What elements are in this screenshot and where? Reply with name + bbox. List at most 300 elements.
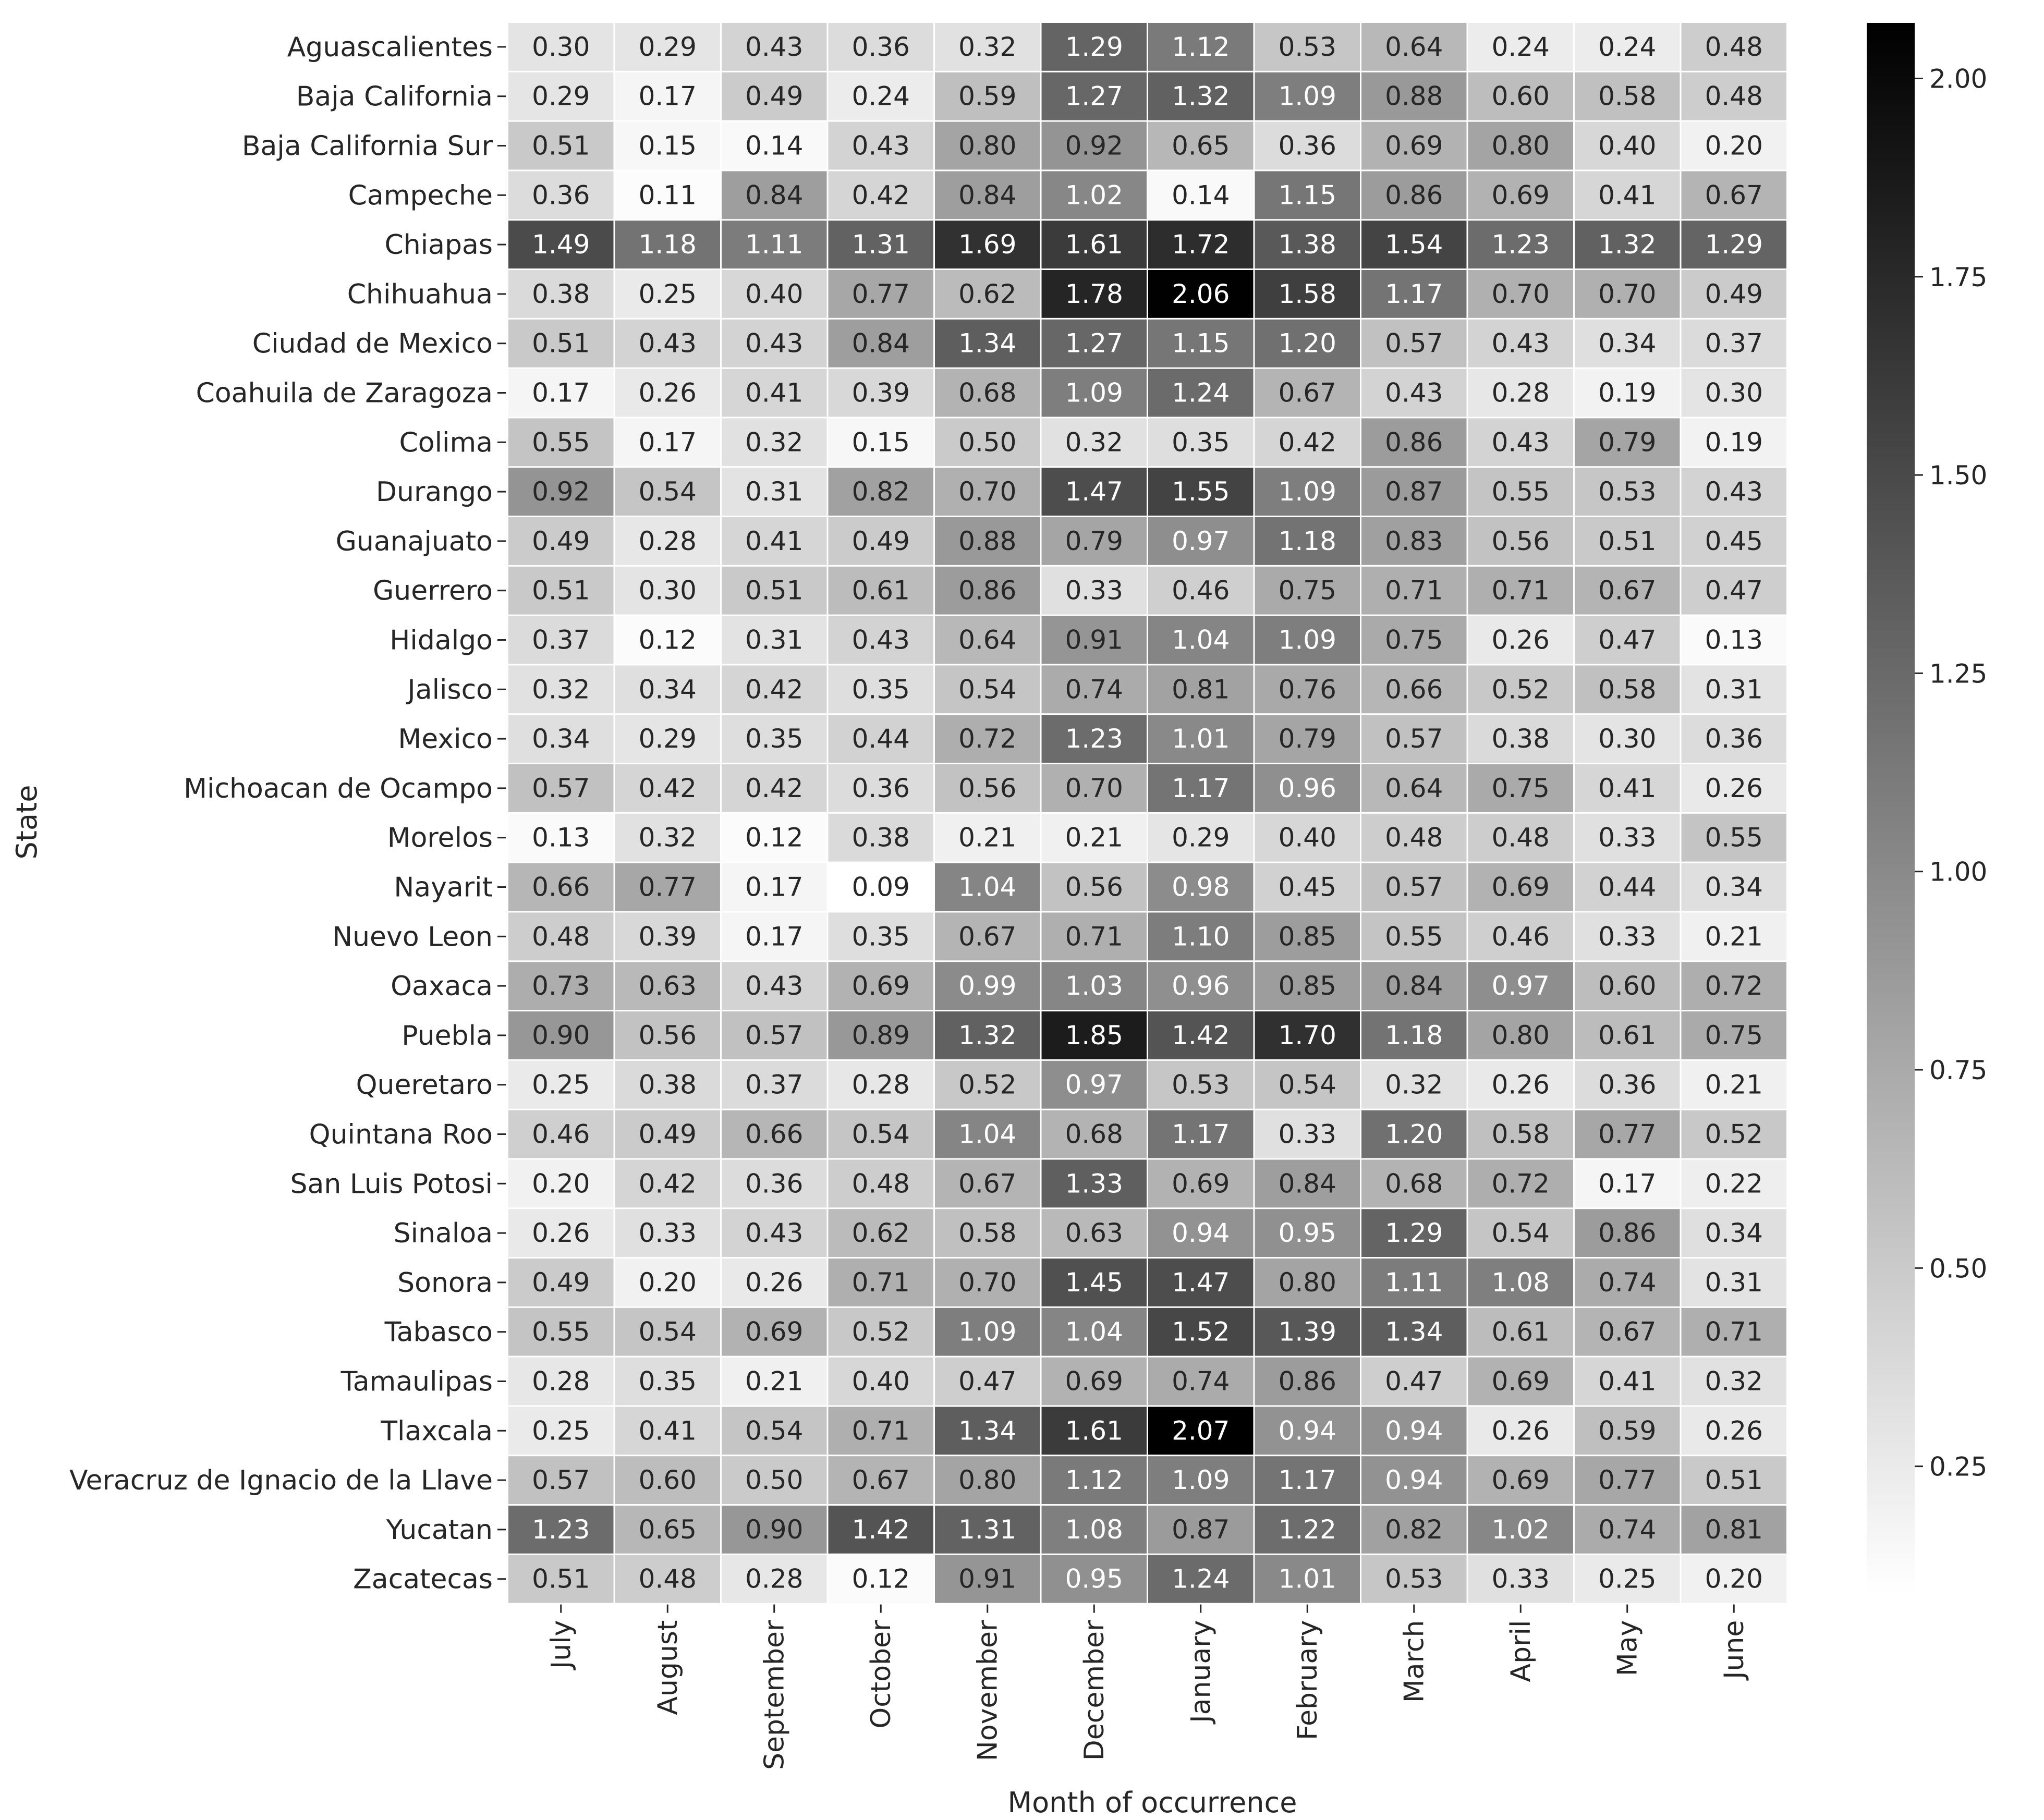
cell-value-label: 1.61 [1065,1415,1123,1446]
cell-value-label: 0.82 [851,477,910,507]
cell-value-label: 1.49 [532,229,590,260]
cell-value-label: 1.04 [1065,1316,1123,1347]
cell-value-label: 0.28 [851,1069,910,1100]
cell-value-label: 0.87 [1172,1514,1230,1545]
cell-value-label: 1.08 [1491,1267,1550,1298]
cell-value-label: 0.29 [532,81,590,112]
cell-value-label: 0.35 [745,724,804,754]
cell-value-label: 0.36 [1705,724,1763,754]
cell-value-label: 0.41 [1598,773,1657,803]
cell-value-label: 0.72 [958,724,1017,754]
cell-value-label: 0.86 [958,575,1017,606]
cell-value-label: 0.60 [1491,81,1550,112]
cell-value-label: 0.57 [745,1020,804,1051]
cell-value-label: 0.61 [1491,1316,1550,1347]
cell-value-label: 0.53 [1598,477,1657,507]
cell-value-label: 0.64 [1385,31,1443,62]
heatmap-cells [508,23,1786,1603]
cell-value-label: 0.86 [1278,1366,1336,1397]
cell-value-label: 0.69 [745,1316,804,1347]
cell-value-label: 0.30 [638,575,697,606]
cell-value-label: 0.15 [851,427,910,458]
cell-value-label: 1.10 [1172,921,1230,952]
colorbar-tick-label: 0.25 [1929,1451,1988,1482]
y-tick-label: Colima [399,427,493,459]
cell-value-label: 0.26 [1705,773,1763,803]
cell-value-label: 1.11 [745,229,804,260]
cell-value-label: 1.34 [1385,1316,1443,1347]
cell-value-label: 1.04 [958,1119,1017,1150]
cell-value-label: 0.86 [1598,1218,1657,1249]
cell-value-label: 0.41 [638,1415,697,1446]
cell-value-label: 0.53 [1385,1564,1443,1594]
cell-value-label: 0.30 [1598,724,1657,754]
cell-value-label: 0.57 [1385,724,1443,754]
y-tick-label: Veracruz de Ignacio de la Llave [69,1465,493,1497]
cell-value-label: 0.95 [1278,1218,1336,1249]
cell-value-label: 0.62 [851,1218,910,1249]
cell-value-label: 0.80 [958,1465,1017,1496]
cell-value-label: 0.45 [1705,526,1763,556]
cell-value-label: 0.52 [851,1316,910,1347]
cell-value-label: 1.22 [1278,1514,1336,1545]
cell-value-label: 0.24 [851,81,910,112]
cell-value-label: 0.26 [1705,1415,1763,1446]
cell-value-label: 0.48 [532,921,590,952]
cell-value-label: 0.45 [1278,872,1336,902]
cell-value-label: 0.42 [1278,427,1336,458]
cell-value-label: 1.47 [1172,1267,1230,1298]
cell-value-label: 0.38 [851,822,910,853]
y-tick-label: Tabasco [384,1316,493,1348]
cell-value-label: 0.58 [1598,81,1657,112]
cell-value-label: 0.71 [1385,575,1443,606]
cell-value-label: 0.47 [1598,625,1657,655]
cell-value-label: 0.51 [1598,526,1657,556]
cell-value-label: 0.70 [1065,773,1123,803]
cell-value-label: 1.29 [1705,229,1763,260]
cell-value-label: 0.77 [1598,1465,1657,1496]
cell-value-label: 0.48 [1705,31,1763,62]
y-tick-label: Campeche [348,180,493,212]
cell-value-label: 1.52 [1172,1316,1230,1347]
cell-value-label: 0.65 [1172,130,1230,161]
cell-value-label: 1.42 [851,1514,910,1545]
cell-value-label: 0.11 [638,180,697,211]
cell-value-label: 0.20 [638,1267,697,1298]
cell-value-label: 1.55 [1172,477,1230,507]
cell-value-label: 0.37 [1705,328,1763,359]
cell-value-label: 0.74 [1598,1514,1657,1545]
cell-value-label: 0.37 [745,1069,804,1100]
cell-value-label: 0.50 [958,427,1017,458]
cell-value-label: 1.17 [1278,1465,1336,1496]
y-tick-label: Aguascalientes [287,31,493,63]
y-tick-label: Nayarit [394,872,493,903]
cell-value-label: 0.33 [1491,1564,1550,1594]
cell-value-label: 0.35 [1172,427,1230,458]
cell-value-label: 1.09 [958,1316,1017,1347]
cell-value-label: 0.57 [532,1465,590,1496]
cell-value-label: 0.32 [1385,1069,1443,1100]
cell-value-label: 0.84 [958,180,1017,211]
cell-value-label: 0.99 [958,971,1017,1001]
cell-value-label: 0.33 [1278,1119,1336,1150]
cell-value-label: 1.17 [1172,773,1230,803]
cell-value-label: 0.62 [958,278,1017,309]
cell-value-label: 1.17 [1172,1119,1230,1150]
cell-value-label: 0.37 [532,625,590,655]
cell-value-label: 0.81 [1172,674,1230,705]
cell-value-label: 0.40 [851,1366,910,1397]
cell-value-label: 0.63 [1065,1218,1123,1249]
cell-value-label: 0.94 [1385,1465,1443,1496]
cell-value-label: 0.41 [745,377,804,408]
cell-value-label: 0.71 [1065,921,1123,952]
cell-value-label: 1.70 [1278,1020,1336,1051]
cell-value-label: 0.40 [745,278,804,309]
cell-value-label: 0.56 [958,773,1017,803]
cell-value-label: 1.20 [1278,328,1336,359]
cell-value-label: 0.21 [745,1366,804,1397]
cell-value-label: 0.13 [532,822,590,853]
cell-value-label: 0.38 [638,1069,697,1100]
cell-value-label: 0.42 [745,674,804,705]
cell-value-label: 1.08 [1065,1514,1123,1545]
y-tick-label: Guerrero [373,575,493,607]
cell-value-label: 0.75 [1278,575,1336,606]
cell-value-label: 0.28 [638,526,697,556]
cell-value-label: 1.20 [1385,1119,1443,1150]
cell-value-label: 1.27 [1065,328,1123,359]
cell-value-label: 0.55 [1385,921,1443,952]
cell-value-label: 0.69 [1385,130,1443,161]
cell-value-label: 0.84 [745,180,804,211]
cell-value-label: 0.31 [1705,1267,1763,1298]
cell-value-label: 0.53 [1172,1069,1230,1100]
y-tick-labels [69,32,506,1595]
cell-value-label: 0.26 [638,377,697,408]
cell-value-label: 0.13 [1705,625,1763,655]
cell-value-label: 0.20 [1705,1564,1763,1594]
colorbar-gradient [1867,23,1915,1593]
cell-value-label: 1.18 [1278,526,1336,556]
y-tick-label: Yucatan [386,1514,493,1546]
cell-value-label: 1.45 [1065,1267,1123,1298]
cell-value-label: 0.26 [1491,1415,1550,1446]
cell-value-label: 0.74 [1598,1267,1657,1298]
cell-value-label: 0.65 [638,1514,697,1545]
cell-value-label: 0.96 [1278,773,1336,803]
cell-value-label: 0.77 [1598,1119,1657,1150]
cell-value-label: 0.36 [745,1168,804,1199]
cell-value-label: 0.43 [851,625,910,655]
cell-value-label: 1.12 [1065,1465,1123,1496]
colorbar-ticks [1915,64,1987,1482]
cell-value-label: 0.36 [1278,130,1336,161]
cell-value-label: 0.89 [851,1020,910,1051]
cell-value-label: 0.54 [1278,1069,1336,1100]
cell-value-label: 0.36 [532,180,590,211]
cell-value-label: 0.79 [1065,526,1123,556]
y-tick-label: Guanajuato [335,526,493,557]
cell-value-label: 0.86 [1385,427,1443,458]
cell-value-label: 0.50 [745,1465,804,1496]
cell-value-label: 0.31 [745,625,804,655]
cell-value-label: 0.55 [532,427,590,458]
cell-value-label: 0.67 [1598,575,1657,606]
cell-value-label: 0.38 [532,278,590,309]
cell-value-label: 0.43 [1491,328,1550,359]
cell-value-label: 1.29 [1385,1218,1443,1249]
cell-value-label: 0.21 [1705,921,1763,952]
cell-value-label: 0.54 [851,1119,910,1150]
cell-value-label: 0.46 [1172,575,1230,606]
cell-value-label: 1.23 [1065,724,1123,754]
cell-value-label: 1.11 [1385,1267,1443,1298]
cell-value-label: 0.46 [1491,921,1550,952]
y-tick-label: Baja California [296,81,493,113]
x-tick-label: May [1612,1620,1644,1677]
cell-value-label: 1.23 [532,1514,590,1545]
cell-value-label: 1.27 [1065,81,1123,112]
cell-value-label: 0.47 [1385,1366,1443,1397]
cell-value-label: 0.68 [1385,1168,1443,1199]
cell-value-label: 0.21 [1065,822,1123,853]
cell-value-label: 0.92 [532,477,590,507]
cell-value-label: 1.85 [1065,1020,1123,1051]
cell-value-label: 0.70 [1491,278,1550,309]
cell-value-label: 0.84 [1385,971,1443,1001]
cell-value-label: 1.04 [1172,625,1230,655]
cell-value-label: 0.28 [745,1564,804,1594]
cell-value-label: 0.83 [1385,526,1443,556]
cell-value-label: 0.17 [532,377,590,408]
cell-value-label: 1.54 [1385,229,1443,260]
cell-value-label: 0.92 [1065,130,1123,161]
cell-value-label: 0.26 [1491,625,1550,655]
x-tick-label: August [652,1620,684,1715]
cell-value-label: 0.63 [638,971,697,1001]
cell-value-label: 0.77 [851,278,910,309]
cell-value-label: 0.26 [745,1267,804,1298]
cell-value-label: 0.35 [851,674,910,705]
y-axis-label: State [10,785,43,860]
cell-value-label: 0.51 [1705,1465,1763,1496]
cell-value-label: 1.42 [1172,1020,1230,1051]
cell-value-label: 0.90 [745,1514,804,1545]
y-tick-label: Tlaxcala [381,1415,493,1447]
cell-value-label: 0.43 [1385,377,1443,408]
x-tick-label: April [1505,1620,1537,1682]
cell-value-label: 1.03 [1065,971,1123,1001]
cell-value-label: 1.02 [1491,1514,1550,1545]
cell-value-label: 0.67 [851,1465,910,1496]
cell-value-label: 0.85 [1278,921,1336,952]
y-tick-label: Nuevo Leon [332,921,493,953]
cell-value-label: 0.75 [1385,625,1443,655]
cell-value-label: 0.64 [958,625,1017,655]
y-tick-label: Baja California Sur [241,130,493,162]
cell-value-label: 0.29 [638,724,697,754]
cell-value-label: 0.55 [1491,477,1550,507]
cell-value-label: 0.97 [1065,1069,1123,1100]
cell-value-label: 1.34 [958,328,1017,359]
cell-value-label: 1.61 [1065,229,1123,260]
cell-value-label: 0.49 [638,1119,697,1150]
cell-value-label: 0.69 [1491,1366,1550,1397]
cell-value-label: 0.24 [1598,31,1657,62]
cell-value-label: 0.35 [851,921,910,952]
cell-value-label: 0.53 [1278,31,1336,62]
cell-value-label: 0.29 [638,31,697,62]
cell-value-label: 0.94 [1278,1415,1336,1446]
cell-value-label: 0.75 [1705,1020,1763,1051]
cell-value-label: 1.32 [1172,81,1230,112]
colorbar-tick-label: 2.00 [1929,64,1988,94]
cell-value-label: 0.42 [851,180,910,211]
cell-value-label: 1.09 [1278,81,1336,112]
cell-value-label: 1.31 [851,229,910,260]
cell-value-label: 0.64 [1385,773,1443,803]
cell-value-label: 0.66 [1385,674,1443,705]
cell-value-label: 0.20 [1705,130,1763,161]
cell-value-label: 0.30 [532,31,590,62]
cell-value-label: 0.67 [1705,180,1763,211]
cell-value-label: 0.97 [1172,526,1230,556]
cell-value-label: 1.69 [958,229,1017,260]
cell-value-label: 0.70 [958,477,1017,507]
cell-value-label: 0.54 [638,1316,697,1347]
cell-value-label: 0.98 [1172,872,1230,902]
cell-value-label: 0.25 [1598,1564,1657,1594]
cell-value-label: 0.54 [638,477,697,507]
cell-value-label: 0.72 [1705,971,1763,1001]
cell-value-label: 0.54 [958,674,1017,705]
cell-value-label: 0.19 [1705,427,1763,458]
cell-value-label: 0.47 [1705,575,1763,606]
y-tick-label: Coahuila de Zaragoza [196,377,493,409]
cell-value-label: 1.38 [1278,229,1336,260]
cell-value-label: 0.46 [532,1119,590,1150]
cell-value-label: 0.67 [958,921,1017,952]
cell-value-label: 0.59 [1598,1415,1657,1446]
cell-value-label: 0.29 [1172,822,1230,853]
cell-value-label: 0.31 [745,477,804,507]
x-tick-label: February [1292,1620,1324,1741]
x-tick-labels [546,1605,1750,1770]
cell-value-label: 0.68 [1065,1119,1123,1150]
cell-value-label: 0.40 [1278,822,1336,853]
cell-value-label: 0.57 [532,773,590,803]
cell-value-label: 0.43 [638,328,697,359]
cell-value-label: 1.09 [1172,1465,1230,1496]
cell-value-label: 0.44 [1598,872,1657,902]
cell-value-label: 0.56 [638,1020,697,1051]
cell-value-label: 0.51 [532,1564,590,1594]
cell-value-label: 0.34 [638,674,697,705]
cell-value-label: 0.55 [1705,822,1763,853]
cell-value-label: 0.74 [1065,674,1123,705]
cell-value-label: 1.18 [1385,1020,1443,1051]
cell-value-label: 1.29 [1065,31,1123,62]
cell-value-label: 0.36 [851,31,910,62]
cell-value-label: 1.09 [1278,477,1336,507]
cell-value-label: 0.28 [532,1366,590,1397]
cell-value-label: 0.49 [532,526,590,556]
cell-value-label: 0.38 [1491,724,1550,754]
cell-value-label: 0.52 [958,1069,1017,1100]
cell-value-label: 0.41 [1598,180,1657,211]
cell-value-label: 0.79 [1278,724,1336,754]
cell-value-label: 0.80 [1491,1020,1550,1051]
cell-value-label: 0.69 [851,971,910,1001]
cell-value-label: 0.75 [1491,773,1550,803]
cell-value-label: 0.17 [638,427,697,458]
y-tick-label: Hidalgo [390,625,493,656]
cell-value-label: 0.58 [1491,1119,1550,1150]
cell-value-label: 0.34 [1598,328,1657,359]
cell-value-label: 1.39 [1278,1316,1336,1347]
cell-value-label: 0.69 [1065,1366,1123,1397]
cell-value-label: 1.72 [1172,229,1230,260]
x-tick-label: July [545,1620,577,1669]
y-tick-label: Ciudad de Mexico [252,328,493,360]
x-tick-label: December [1079,1620,1111,1761]
y-tick-label: Chihuahua [347,278,493,310]
cell-value-label: 0.79 [1598,427,1657,458]
cell-value-label: 0.76 [1278,674,1336,705]
cell-value-label: 1.01 [1172,724,1230,754]
cell-value-label: 1.01 [1278,1564,1336,1594]
colorbar-tick-label: 0.50 [1929,1253,1988,1284]
cell-value-label: 0.34 [532,724,590,754]
colorbar [1867,23,1987,1593]
cell-value-label: 0.32 [1065,427,1123,458]
cell-value-label: 0.48 [1491,822,1550,853]
cell-value-label: 1.02 [1065,180,1123,211]
cell-value-label: 0.17 [638,81,697,112]
cell-value-label: 0.73 [532,971,590,1001]
cell-value-label: 1.15 [1172,328,1230,359]
cell-value-label: 0.61 [1598,1020,1657,1051]
cell-value-label: 0.70 [958,1267,1017,1298]
cell-value-label: 0.25 [532,1069,590,1100]
y-tick-label: Morelos [387,822,493,854]
cell-value-label: 0.55 [532,1316,590,1347]
cell-value-label: 0.42 [638,773,697,803]
cell-value-label: 0.12 [745,822,804,853]
cell-value-label: 0.69 [1172,1168,1230,1199]
cell-value-label: 0.71 [1705,1316,1763,1347]
cell-value-label: 0.30 [1705,377,1763,408]
cell-value-label: 0.80 [958,130,1017,161]
colorbar-tick-label: 1.75 [1929,262,1988,292]
cell-value-label: 0.32 [638,822,697,853]
cell-value-label: 0.17 [745,872,804,902]
y-tick-label: Queretaro [356,1069,493,1101]
cell-value-label: 0.32 [1705,1366,1763,1397]
y-tick-label: Durango [375,477,493,508]
cell-value-label: 0.43 [851,130,910,161]
cell-value-label: 0.52 [1705,1119,1763,1150]
colorbar-tick-label: 0.75 [1929,1055,1988,1085]
cell-value-label: 0.84 [1278,1168,1336,1199]
x-tick-label: March [1398,1620,1430,1703]
cell-value-label: 0.21 [958,822,1017,853]
cell-value-label: 0.72 [1491,1168,1550,1199]
y-tick-label: Zacatecas [353,1564,493,1595]
